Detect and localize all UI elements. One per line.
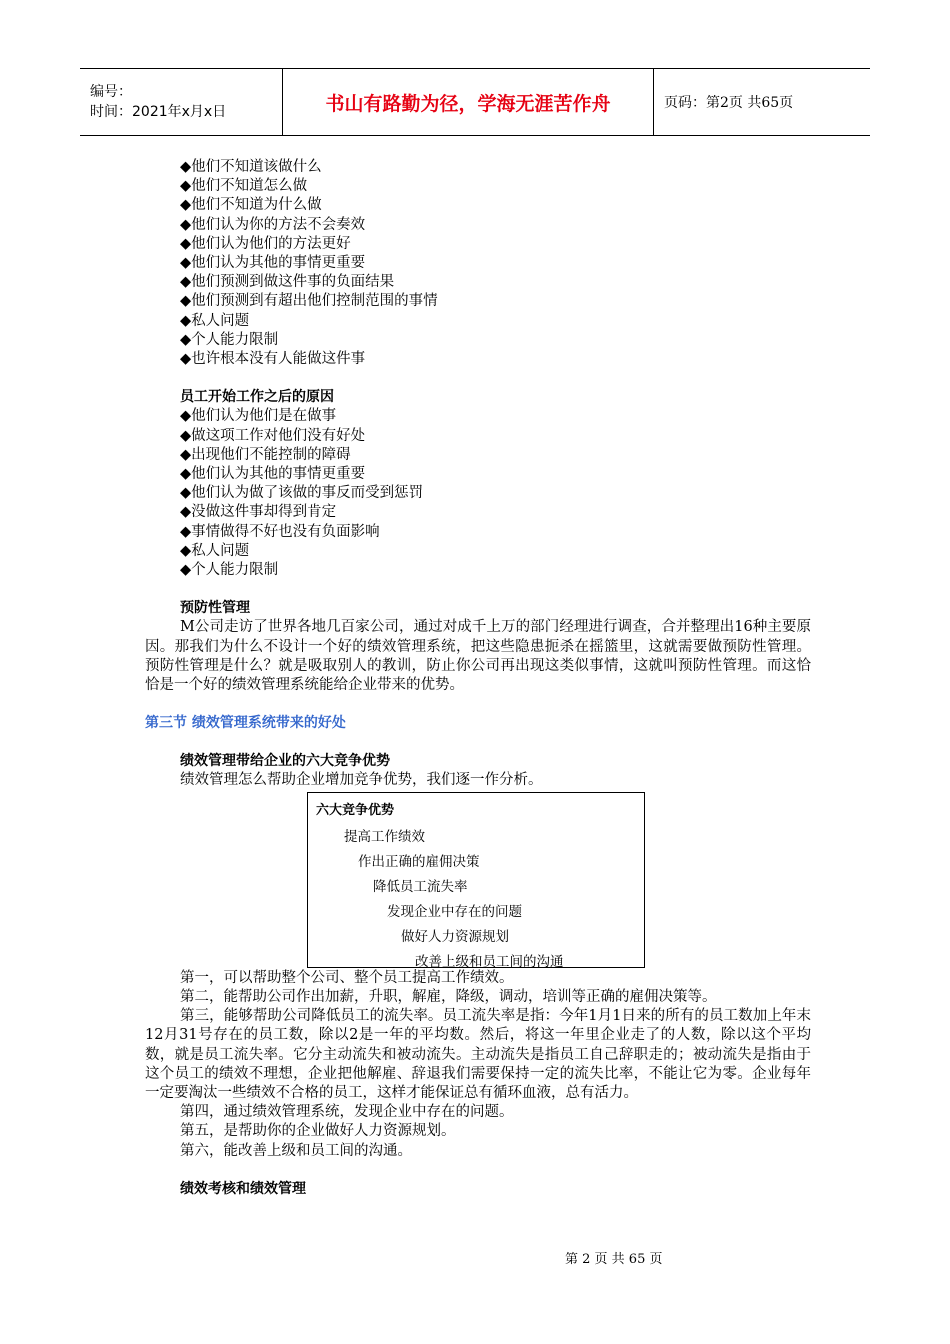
box-item: 改善上级和员工间的沟通: [415, 953, 564, 970]
list-item: ◆他们不知道怎么做: [180, 178, 308, 195]
point-6: 第六，能改善上级和员工间的沟通。: [180, 1142, 412, 1159]
box-item: 提高工作绩效: [344, 828, 425, 845]
list-item: ◆他们认为其他的事情更重要: [180, 466, 366, 483]
after-start-heading: 员工开始工作之后的原因: [180, 389, 334, 406]
page-footer: 第 2 页 共 65 页: [565, 1252, 663, 1267]
list-item: ◆出现他们不能控制的障碍: [180, 446, 351, 463]
list-item: ◆他们认为他们的方法更好: [180, 235, 351, 252]
reasons-after-list: [145, 407, 811, 580]
list-item: ◆个人能力限制: [180, 331, 279, 348]
list-item: ◆事情做得不好也没有负面影响: [180, 523, 380, 540]
advantages-heading: 绩效管理带给企业的六大竞争优势: [180, 753, 390, 770]
list-item: ◆他们不知道该做什么: [180, 159, 322, 175]
header-date: 时间：2021年x月x日: [90, 104, 227, 120]
list-item: ◆个人能力限制: [180, 562, 279, 579]
point-4: 第四，通过绩效管理系统，发现企业中存在的问题。: [180, 1104, 514, 1121]
point-3: 第三，能够帮助公司降低员工的流失率。员工流失率是指：今年1月1日来的所有的员工数加上年末12月31号存在的员工数，除以2是一年的平均数。然后，将这一年里企业走了的人数，除以这个平均数，就是员工流失率。它分主动流失和被动流失。主动流失是指员工自己辞职走的；被动流失是指由于这个员工的绩效不理想，企业把他解雇、辞退我们需要保持一定的流失比率，不能让它为零。企业每年一定要淘汰一些绩效不合格的员工，这样才能保证总有循环血液，总有活力。: [145, 1008, 811, 1101]
point-1: 第一，可以帮助整个公司、整个员工提高工作绩效。: [180, 969, 514, 986]
list-item: ◆他们认为其他的事情更重要: [180, 255, 366, 272]
header-meta: [80, 69, 283, 135]
list-item: ◆私人问题: [180, 312, 250, 329]
preventive-paragraph: M公司走访了世界各地几百家公司，通过对成千上万的部门经理进行调查，合并整理出16种主要原因。那我们为什么不设计一个好的绩效管理系统，把这些隐患扼杀在摇篮里，这就需要做预防性管理。预防性管理是什么？就是吸取别人的教训，防止你公司再出现这类似事情，这就叫预防性管理。而这恰恰是一个好的绩效管理系统能给企业带来的优势。: [145, 619, 811, 694]
list-item: ◆他们认为他们是在做事: [180, 408, 337, 425]
list-item: ◆他们预测到做这件事的负面结果: [180, 274, 395, 291]
advantages-intro: 绩效管理怎么帮助企业增加竞争优势，我们逐一作分析。: [180, 772, 543, 789]
list-item: ◆没做这件事却得到肯定: [180, 504, 337, 521]
point-2: 第二，能帮助公司作出加薪，升职，解雇，降级，调动，培训等正确的雇佣决策等。: [180, 988, 717, 1005]
box-item: 降低员工流失率: [373, 878, 468, 895]
document-body: [145, 158, 811, 1199]
box-item: 作出正确的雇佣决策: [358, 853, 480, 870]
page-header: [80, 68, 870, 136]
reasons-before-list: [145, 158, 811, 369]
point-5: 第五，是帮助你的企业做好人力资源规划。: [180, 1123, 456, 1140]
advantages-box: [307, 792, 645, 968]
last-heading: 绩效考核和绩效管理: [180, 1180, 306, 1197]
header-slogan-cell: [283, 69, 654, 135]
header-page-info: 页码：第2页 共65页: [664, 95, 794, 111]
list-item: ◆他们认为做了该做的事反而受到惩罚: [180, 485, 424, 502]
section-title: 第三节 绩效管理系统带来的好处: [145, 715, 346, 732]
list-item: ◆他们不知道为什么做: [180, 197, 322, 214]
box-title: 六大竞争优势: [316, 802, 395, 818]
box-item: 做好人力资源规划: [401, 928, 509, 945]
list-item: ◆他们认为你的方法不会奏效: [180, 216, 366, 233]
list-item: ◆私人问题: [180, 542, 250, 559]
header-number: 编号：: [90, 84, 132, 100]
preventive-heading: 预防性管理: [180, 600, 250, 617]
list-item: ◆他们预测到有超出他们控制范围的事情: [180, 293, 438, 310]
header-slogan: 书山有路勤为径，学海无涯苦作舟: [325, 92, 611, 115]
list-item: ◆也许根本没有人能做这件事: [180, 351, 366, 368]
box-item: 发现企业中存在的问题: [387, 903, 522, 920]
list-item: ◆做这项工作对他们没有好处: [180, 427, 366, 444]
